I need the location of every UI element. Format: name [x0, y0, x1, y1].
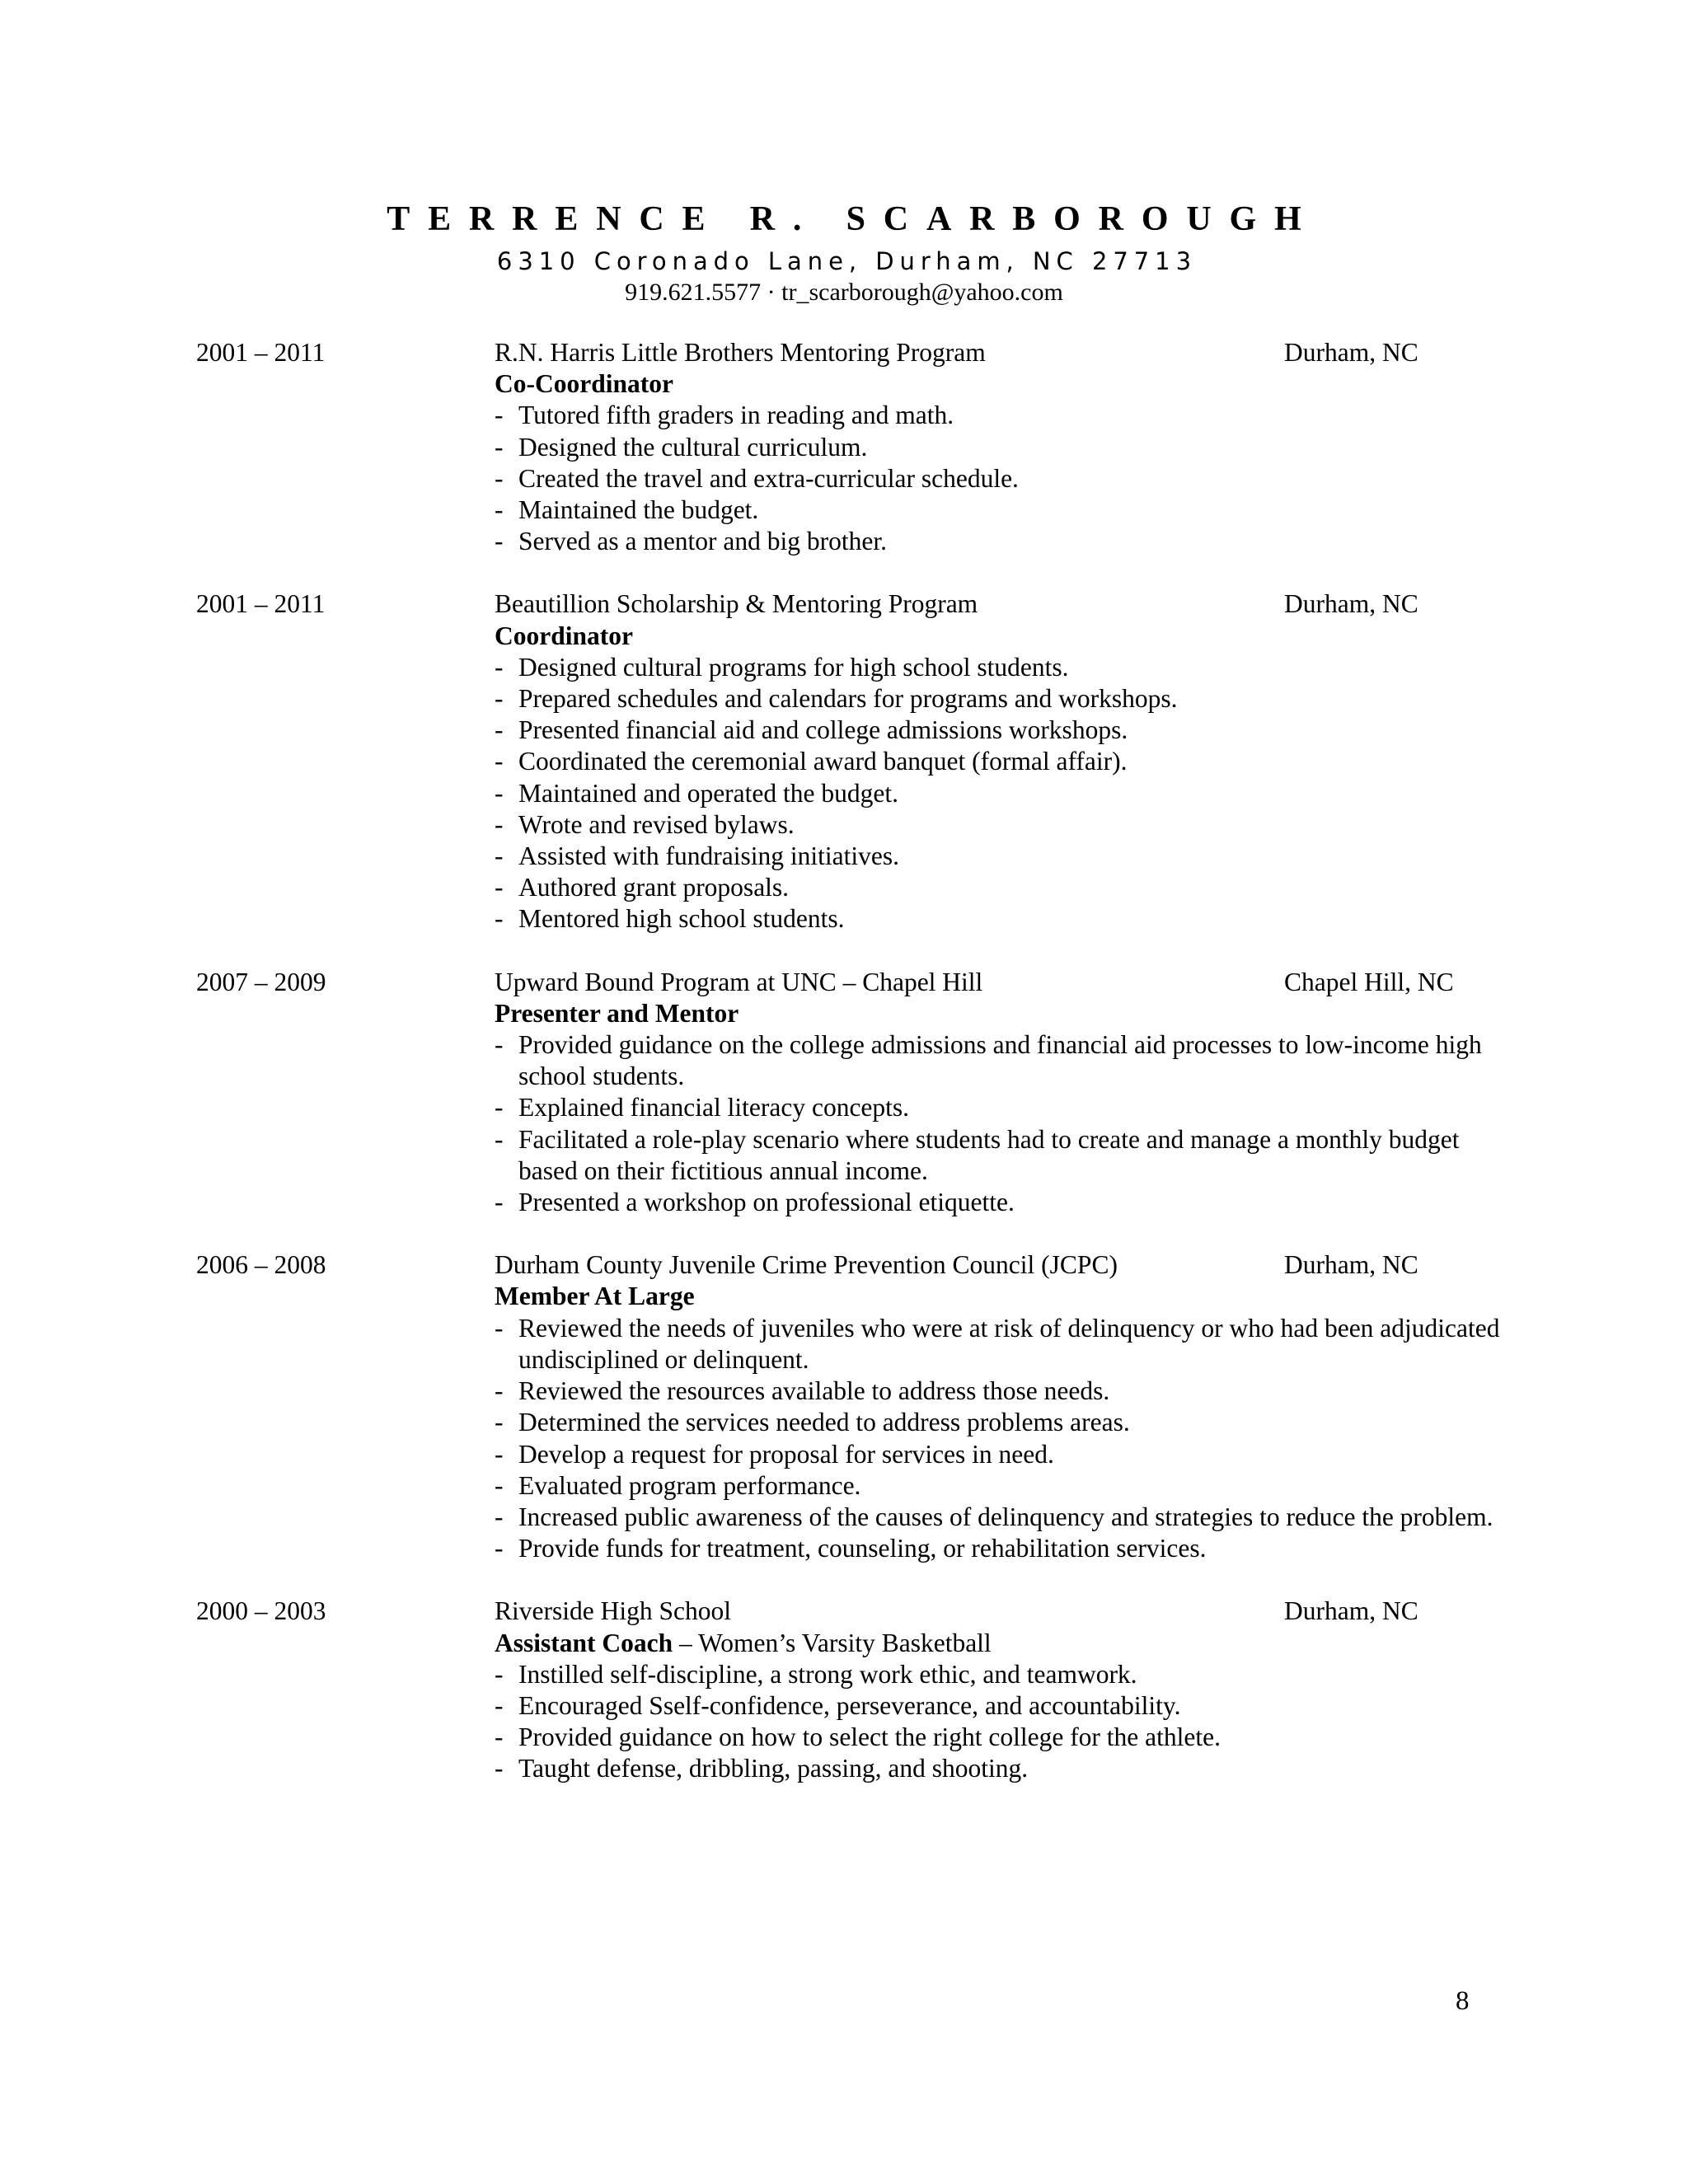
entry-role-extra: – Women’s Varsity Basketball [673, 1628, 992, 1657]
bullet-dash: - [495, 1754, 504, 1783]
entry-role-line [495, 368, 1508, 400]
bullet-item [495, 652, 1508, 683]
bullet-text: Provide funds for treatment, counseling, or rehabilitation services. [518, 1534, 1207, 1563]
bullet-dash: - [495, 1093, 504, 1122]
entry-dates: 2007 – 2009 [196, 967, 326, 996]
bullet-text: Presented financial aid and college admissions workshops. [518, 715, 1128, 745]
bullet-item [495, 1124, 1508, 1187]
bullet-text: Designed cultural programs for high school students. [518, 652, 1069, 682]
bullet-dash: - [495, 904, 504, 934]
bullet-dash: - [495, 715, 504, 745]
bullet-dash: - [495, 841, 504, 871]
bullet-dash: - [495, 1439, 504, 1469]
entry-dates: 2000 – 2003 [196, 1596, 326, 1626]
bullet-text: Taught defense, dribbling, passing, and shooting. [518, 1754, 1029, 1783]
entry-role-line [495, 998, 1508, 1029]
bullet-item [495, 494, 1508, 526]
bullet-item [495, 1502, 1508, 1533]
entry-location: Durham, NC [1284, 589, 1418, 619]
entry-dates: 2006 – 2008 [196, 1250, 326, 1280]
experience-entry [0, 337, 1688, 557]
entry-role: Co-Coordinator [495, 369, 673, 399]
entry-bullets [495, 1029, 1508, 1218]
bullet-dash: - [495, 1470, 504, 1500]
bullet-text: Evaluated program performance. [518, 1470, 861, 1500]
bullet-item [495, 746, 1508, 777]
bullet-dash: - [495, 401, 504, 430]
bullet-text: Develop a request for proposal for services in need. [518, 1439, 1054, 1469]
resume-name: TERRENCE R. SCARBOROUGH [387, 200, 1320, 238]
bullet-item [495, 1753, 1508, 1784]
bullet-text: Facilitated a role-play scenario where students had to create and manage a monthly budget based on their fictitious annual income. [518, 1124, 1460, 1185]
entry-role-line [495, 621, 1508, 652]
entry-organization: Beautillion Scholarship & Mentoring Program [495, 589, 978, 619]
bullet-dash: - [495, 684, 504, 714]
bullet-item [495, 1029, 1508, 1092]
bullet-dash: - [495, 1659, 504, 1689]
entry-organization: R.N. Harris Little Brothers Mentoring Program [495, 338, 986, 367]
bullet-item [495, 1659, 1508, 1690]
bullet-text: Presented a workshop on professional etiquette. [518, 1188, 1015, 1217]
experience-list [0, 337, 1688, 1816]
bullet-dash: - [495, 873, 504, 902]
bullet-item [495, 1376, 1508, 1407]
experience-entry [0, 588, 1688, 935]
bullet-item [495, 1470, 1508, 1502]
entry-role: Coordinator [495, 621, 633, 650]
bullet-item [495, 1690, 1508, 1722]
bullet-item [495, 778, 1508, 809]
bullet-dash: - [495, 652, 504, 682]
bullet-dash: - [495, 747, 504, 776]
bullet-text: Authored grant proposals. [518, 873, 790, 902]
bullet-item [495, 1407, 1508, 1438]
entry-location: Durham, NC [1284, 1250, 1418, 1280]
bullet-item [495, 526, 1508, 557]
bullet-text: Reviewed the resources available to address those needs. [518, 1376, 1110, 1406]
bullet-text: Increased public awareness of the causes of delinquency and strategies to reduce the problem. [518, 1502, 1493, 1531]
bullet-text: Explained financial literacy concepts. [518, 1093, 910, 1122]
entry-body [495, 1596, 1508, 1784]
experience-entry [0, 1596, 1688, 1784]
bullet-dash: - [495, 527, 504, 556]
entry-organization: Durham County Juvenile Crime Prevention Council (JCPC) [495, 1250, 1118, 1280]
entry-org-line [495, 588, 1508, 620]
entry-org-line [495, 1249, 1508, 1281]
bullet-dash: - [495, 1534, 504, 1563]
bullet-dash: - [495, 1408, 504, 1437]
bullet-dash: - [495, 432, 504, 462]
entry-role: Presenter and Mentor [495, 998, 739, 1028]
bullet-item [495, 715, 1508, 746]
bullet-item [495, 1313, 1508, 1376]
entry-bullets [495, 1659, 1508, 1785]
bullet-text: Prepared schedules and calendars for programs and workshops. [518, 684, 1178, 714]
bullet-text: Provided guidance on how to select the right college for the athlete. [518, 1722, 1221, 1752]
entry-dates: 2001 – 2011 [196, 338, 326, 367]
entry-org-line [495, 337, 1508, 368]
bullet-dash: - [495, 1030, 504, 1060]
bullet-text: Coordinated the ceremonial award banquet (formal affair). [518, 747, 1128, 776]
bullet-item [495, 1533, 1508, 1564]
bullet-item [495, 1187, 1508, 1218]
bullet-dash: - [495, 778, 504, 808]
bullet-text: Tutored fifth graders in reading and math. [518, 401, 954, 430]
entry-dates: 2001 – 2011 [196, 589, 326, 619]
bullet-item [495, 872, 1508, 903]
bullet-dash: - [495, 1502, 504, 1531]
bullet-dash: - [495, 1690, 504, 1720]
page-number: 8 [1456, 1986, 1470, 2016]
entry-body [495, 1249, 1508, 1564]
bullet-item [495, 400, 1508, 431]
entry-location: Durham, NC [1284, 338, 1418, 367]
entry-body [495, 588, 1508, 935]
entry-organization: Riverside High School [495, 1596, 731, 1626]
bullet-dash: - [495, 1124, 504, 1154]
bullet-text: Determined the services needed to address problems areas. [518, 1408, 1130, 1437]
bullet-text: Reviewed the needs of juveniles who were at risk of delinquency or who had been adjudicated undisciplined or delinquent. [518, 1313, 1500, 1374]
bullet-item [495, 683, 1508, 715]
entry-role: Assistant Coach [495, 1628, 673, 1657]
bullet-text: Assisted with fundraising initiatives. [518, 841, 899, 871]
bullet-text: Provided guidance on the college admissions and financial aid processes to low-income high school students. [518, 1030, 1482, 1091]
bullet-text: Served as a mentor and big brother. [518, 527, 887, 556]
resume-address: 6310 Coronado Lane, Durham, NC 27713 [496, 247, 1198, 275]
bullet-dash: - [495, 1722, 504, 1752]
entry-org-line [495, 967, 1508, 998]
experience-entry [0, 1249, 1688, 1564]
entry-role-line [495, 1281, 1508, 1312]
entry-bullets [495, 400, 1508, 557]
bullet-dash: - [495, 495, 504, 525]
bullet-dash: - [495, 1376, 504, 1406]
bullet-text: Encouraged Sself-confidence, perseverance, and accountability. [518, 1690, 1181, 1720]
bullet-text: Created the travel and extra-curricular schedule. [518, 463, 1019, 493]
experience-entry [0, 967, 1688, 1219]
bullet-item [495, 1092, 1508, 1123]
bullet-text: Mentored high school students. [518, 904, 845, 934]
entry-organization: Upward Bound Program at UNC – Chapel Hill [495, 967, 983, 996]
bullet-text: Designed the cultural curriculum. [518, 432, 868, 462]
entry-org-line [495, 1596, 1508, 1627]
bullet-dash: - [495, 1188, 504, 1217]
entry-bullets [495, 652, 1508, 935]
entry-role: Member At Large [495, 1282, 695, 1311]
bullet-dash: - [495, 463, 504, 493]
entry-bullets [495, 1313, 1508, 1565]
resume-contact: 919.621.5577 · tr_scarborough@yahoo.com [625, 279, 1063, 306]
bullet-text: Instilled self-discipline, a strong work ethic, and teamwork. [518, 1659, 1137, 1689]
bullet-text: Maintained the budget. [518, 495, 759, 525]
bullet-item [495, 903, 1508, 935]
bullet-item [495, 1722, 1508, 1753]
bullet-item [495, 809, 1508, 841]
bullet-dash: - [495, 809, 504, 839]
entry-body [495, 967, 1508, 1219]
bullet-item [495, 841, 1508, 872]
bullet-text: Wrote and revised bylaws. [518, 809, 795, 839]
bullet-dash: - [495, 1313, 504, 1343]
bullet-text: Maintained and operated the budget. [518, 778, 898, 808]
entry-location: Durham, NC [1284, 1596, 1418, 1626]
entry-body [495, 337, 1508, 557]
entry-role-line [495, 1628, 1508, 1659]
bullet-item [495, 1439, 1508, 1470]
bullet-item [495, 463, 1508, 494]
bullet-item [495, 432, 1508, 463]
entry-location: Chapel Hill, NC [1284, 967, 1454, 996]
